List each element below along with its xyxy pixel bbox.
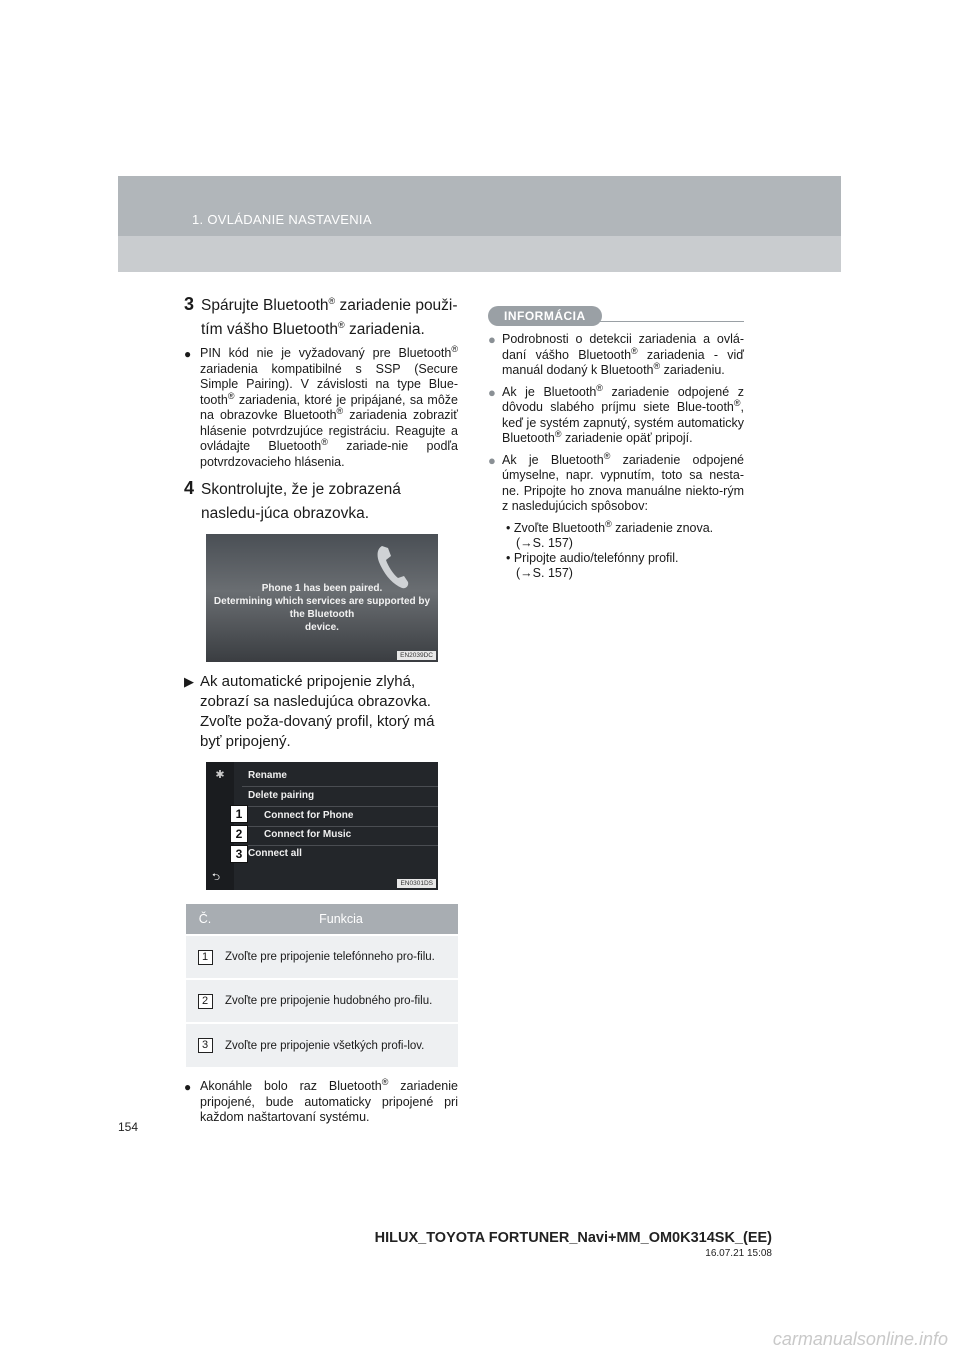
footer [375,1230,772,1259]
info-sub-1: • Zvoľte Bluetooth® zariadenie znova. (→S. 157) [506,518,714,550]
menu-connect-music: Connect for Music [264,829,352,840]
step-number: 3 [184,294,195,314]
paired-message: Phone 1 has been paired. Determining which services are supported by the Bluetooth device. [213,583,431,633]
callout-badge-2: 2 [230,825,248,843]
bullet-dot-icon: ● [488,384,496,400]
page-reference[interactable]: (→S. 157) [516,535,573,550]
step-number: 4 [184,478,195,498]
table-row [186,935,458,979]
bullet-dot-icon: ● [488,452,496,468]
row-text: Zvoľte pre pripojenie hudobného pro-filu. [224,979,458,1023]
function-table [186,904,458,1067]
paired-screenshot [206,534,438,662]
number-box: 3 [198,1038,213,1053]
callout-badge-3: 3 [230,845,248,863]
triangle-arrow-icon: ▶ [184,674,194,689]
table-row [186,1023,458,1067]
bullet-autoconnect: ● Akonáhle bolo raz Bluetooth® zariadenie pripojené, bude automaticky pripojené pri každom naštartovaní systému. [184,1076,458,1124]
callout-badge-1: 1 [230,805,248,823]
number-box: 2 [198,994,213,1009]
menu-delete-pairing: Delete pairing [248,790,315,801]
page-reference[interactable]: (→S. 157) [516,565,573,580]
bullet-dot-icon: ● [184,347,192,361]
document-id: HILUX_TOYOTA FORTUNER_Navi+MM_OM0K314SK_(EE) [374,1230,772,1246]
print-date: 16.07.21 15:08 [705,1248,772,1259]
image-code: EN0301DS [397,879,436,888]
menu-divider [242,826,438,827]
bullet-pin: ● PIN kód nie je vyžadovaný pre Bluetooth® zariadenia kompatibilné s SSP (Secure Simple Pairing). V závislosti na type Blue-tooth® zariadenia, ktoré je pripájané, sa môže na obrazovke Bluetooth® zariadenia zobraziť hlásenie potvrdzujúce registráciu. Reagujte a ovládajte Bluetooth® zariade-nie podľa potvrdzovacieho hlásenia. [184,343,458,469]
auto-connect-note: ▶ Ak automatické pripojenie zlyhá, zobrazí sa nasledujúca obrazovka. Zvoľte poža-dovaný profil, ktorý má byť pripojený. [184,673,435,750]
menu-divider [242,786,438,787]
info-bullet-1: ● Podrobnosti o detekcii zariadenia a ovlá-daní vášho Bluetooth® zariadenia - viď manuál dodaný k Bluetooth® zariadeniu. [488,332,744,377]
bluetooth-icon: ✱ [215,769,225,781]
number-box: 1 [198,950,213,965]
table-header [186,904,458,935]
info-bullet-3: ● Ak je Bluetooth® zariadenie odpojené úmyselne, napr. vypnutím, toto sa nesta-ne. Pripojte ho znova manuálne niekto-rým z nasledujúcich spôsobov: [488,450,744,513]
back-arrow-icon: ⮌ [212,872,221,883]
image-code: EN2039DC [397,651,436,660]
menu-divider [242,806,438,807]
step-3: 3 Spárujte Bluetooth® zariadenie použi-tím vášho Bluetooth® zariadenia. [184,294,458,338]
menu-connect-all: Connect all [248,848,302,859]
menu-divider [242,845,438,846]
menu-connect-phone: Connect for Phone [264,810,354,821]
info-bullet-2: ● Ak je Bluetooth® zariadenie odpojené z dôvodu slabého príjmu siete Blue-tooth®, keď je systém zapnutý, systém automaticky Bluetooth® zariadenie opäť pripojí. [488,382,744,445]
info-title: INFORMÁCIA [488,306,602,326]
info-sub-2: • Pripojte audio/telefónny profil. (→S. 157) [506,550,679,580]
bullet-dot-icon: ● [184,1080,192,1094]
info-rule [588,321,744,322]
menu-rename: Rename [248,770,287,781]
info-box [488,306,744,581]
row-text: Zvoľte pre pripojenie všetkých profi-lov. [224,1023,458,1067]
step-4: 4 Skontrolujte, že je zobrazená nasledu-júca obrazovka. [184,478,401,522]
page-number: 154 [118,1120,139,1134]
left-column [184,294,458,1134]
section-header-band [118,176,841,236]
section-header [118,176,841,272]
col-number-header: Č. [186,904,224,935]
row-text: Zvoľte pre pripojenie telefónneho pro-filu. [224,935,458,979]
col-function-header: Funkcia [224,904,458,935]
bullet-dot-icon: ● [488,332,496,347]
watermark: carmanualsonline.info [772,1329,948,1349]
table-row [186,979,458,1023]
profile-screenshot [206,762,438,890]
section-title: 1. OVLÁDANIE NASTAVENIA [192,212,372,227]
